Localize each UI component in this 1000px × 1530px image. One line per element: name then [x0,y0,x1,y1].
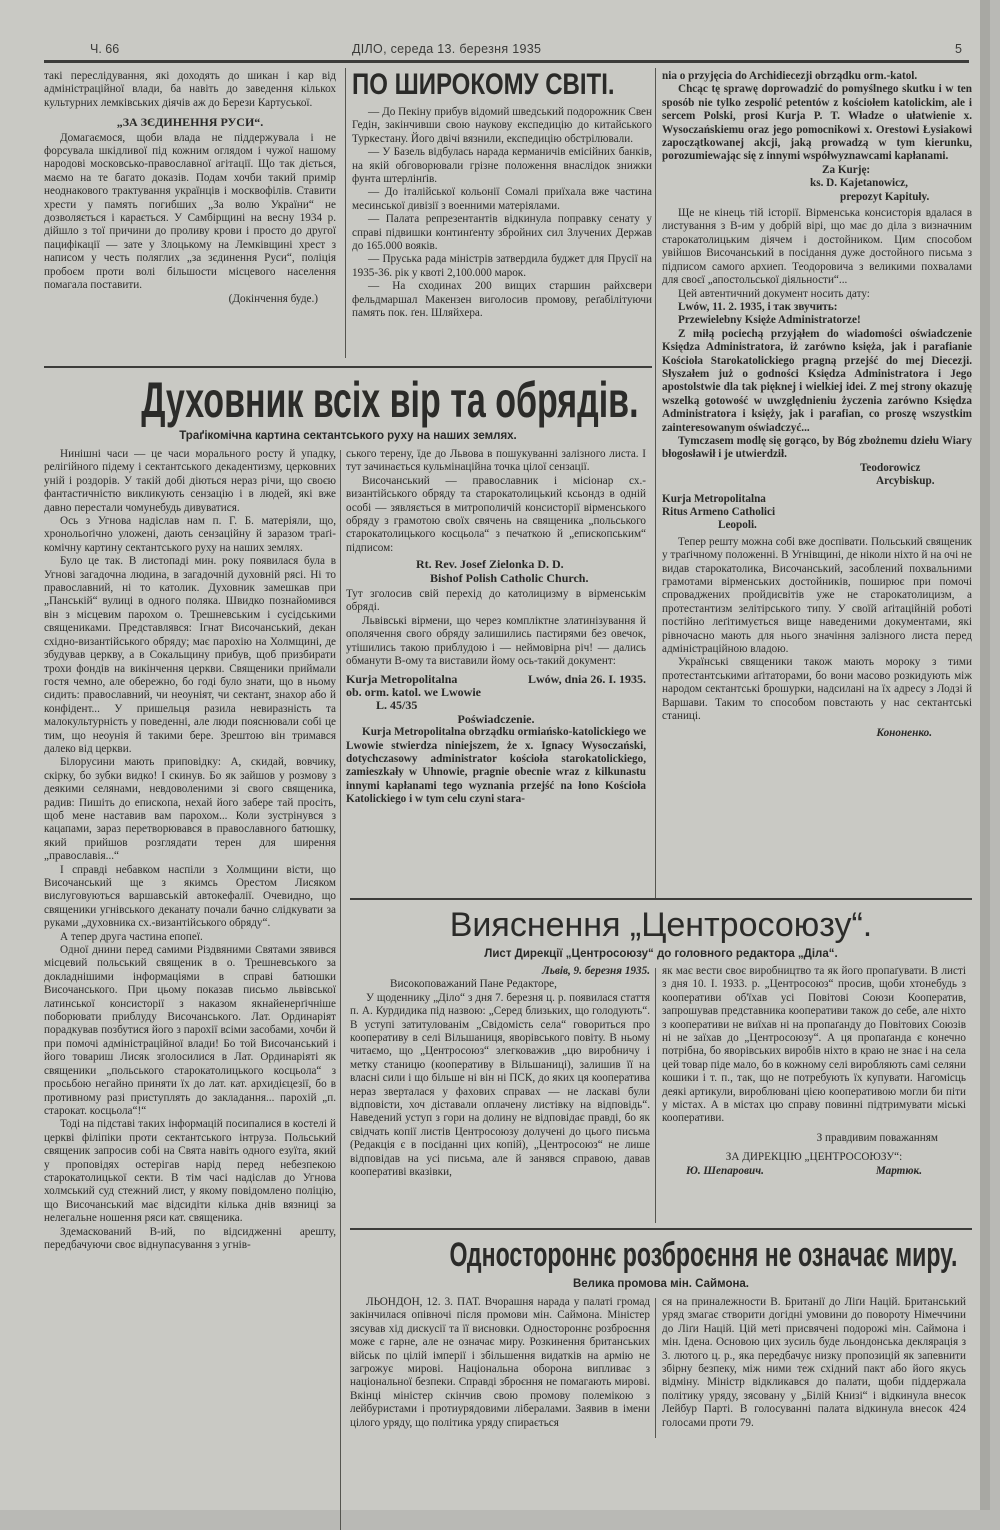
document-header-line: Kurja Metropolitalna [346,671,458,686]
main-deck: Траґікомічна картина сектантського руху на наших землях. [179,430,517,442]
column-divider [340,450,341,1530]
document-ref: L. 45/35 [376,698,418,713]
letter-closing: Tymczasem modlę się gorąco, by Bóg zbożnemu dziełu Wiary błogosławił i je utwierdził. [662,434,972,461]
world-news-item: — До Пекіну прибув відомий шведський подорожник Свен Гедін, закінчивши свою наукову експедицію до китайського Туркестану. Його двічі вязнили, експедицію обстрілювали. [352,106,652,145]
column-divider [655,1298,656,1438]
main-headline: Духовник всіх вір та обрядів. [141,372,639,428]
continued-note: (Докінчення буде.) [228,292,318,305]
world-news-item: — До італійської кольонії Сомалі приїхала вже частина месинської дивізії з военними матеріялами. [352,186,652,212]
document-header [346,673,646,713]
letter-body: Z miłą pociechą przyjąłem do wiadomości oświadczenie Księdza Administratora, iż zarówno księża, jak i parafianie Kościoła Starokatolickiego pragną przejść do mej Diecezji. Słyszałem już o godności Księdza Administratora i Jego apostolstwie dla tak pięknej i wielkiej idei. Z mej strony okazuję wszelką gotowość w uwzględnieniu życzenia zarówno Księdza Administratora i księży, jak i parafian, co proszę wszystkim zainteresowanym oświadczyć... [662,327,972,434]
column-divider [655,68,656,898]
disarmament-deck: Велика промова мін. Саймона. [572,1278,750,1290]
lemko-subheading: „ЗА ЗЄДИНЕННЯ РУСИ“. [116,115,264,130]
paragraph: Цей автентичний документ носить дату: [678,287,870,300]
paragraph: Тут зголосив свій перехід до католицизму в вірменськім обряді. [346,588,646,614]
paragraph: Ще не кінець тій історії. Вірменська консисторія вдалася в листування з В-им у добрій вірі, що має до діла з визначним старокатолицьким діячем і достойником. Цим способом увійшов Височанський в посідання дуже достойного письма з підписом самого архиеп. Теодоровича з великими похвалами для своєї „апостольської діяльности“... [662,207,972,287]
masthead [22,38,974,60]
document-header-line: ob. orm. katol. we Lwowie [346,684,481,699]
world-news-heading: ПО ШИРОКОМУ СВІТІ. [352,68,615,101]
signer: Мартюк. [875,1164,922,1177]
polish-text: nia o przyjęcia do Archidiecezji obrządku orm.-katol. [662,70,918,82]
paragraph: Тепер решту можна собі вже доспівати. Польський священик у траґічному положенні. В Угнівщині, де ніколи ніхто й на очі не видав старокатолика, Височанський, засоблений похвальними грамотами вірменських достойників, поширює при помочі спроваджених пройдисвітів уже не старокатолицизм, а протестантизм зелітірського типу. У своїй аґітаційній роботі постійно леґітимується вище наведеними документами, які рівночасно мають для нього значіння залізного листа перед адміністраційною владою. [662,535,972,656]
document-body: Kurja Metropolitalna obrządku ormiańsko-katolickiego we Lwowie stwierdza niniejszem, że x. Ignacy Wysoczański, dotychczasowy administrator kościoła starokatolickiego, zamieszkały w Uhnowie, pragnie obecnie wraz z kilkunastu innymi kapłanami tego wyznania przejść na łono Kościoła Katolickiego i w tym celu czyni stara- [346,726,646,806]
issue-number: Ч. 66 [90,42,120,56]
world-news-item: — У Базель відбулась нарада керманичів емісійних банків, на якій обговорювали грізне положення внаслідок знижки фунта штерлінґів. [352,146,652,186]
issue-date: середа 13. березня 1935 [390,42,542,56]
disarmament-col2 [662,1296,966,1430]
paragraph: У щоденнику „Діло“ з дня 7. березня ц. р. появилася стаття п. А. Курдидика під назвою: „Серед близьких, що голодують“. В уступі затитулованім „Свідомість села“ говориться про кооперативу в селі Вільшаниця, яворівського повіту. В ньому читаємо, що „Центросоюз“ злегковажив „цю виробничу і метку станицю (кооперативу в Вільшаниці), залишив її на власні сили і що більше ні він ні ПСК, до яких ця кооператива нераз зверталася у фахових справах — не ласкаві були відповісти, хоч діставали оплачену листівку на відповідь“. Наведений уступ з гори на долину не відповідає правді, бо як свідчать копії листів Центросоюзу долучені до цього письма (Редакція є в посіданні цих копій), „Центросоюз“ не лише відповідав на усі письма, але й занявся справою, давав кооперативі вказівки, [350,991,650,1179]
section-rule [350,898,972,900]
paragraph: Було це так. В листопаді мин. року появилася була в Угнові загадочна людина, в загадочній духовній рясі. Ні то православний, ні то католик. Духовник замешкав при „Панській“ вулиці в одного поляка. Швидко познайомився він з місцевим парохом о. Трешневським і сусідськими священиками. Представлявся: Ігнат Височанський, декан східно-византійського обряду; має парохію на Холмщині, де збудував церкву, а в Сокальщину прибув, щоб призбирати трохи фондів на викінчення церкви. Священики приймали гостя чемно, але обережно, бо годі було знати, що в ньому сидить: православний, чи неоуніят, чи сектант, знахор або й конфідент... У пришельця разила невиразність та малокультурність у поведенні, але люди пояснювали собі це тим, що неоунія й такими бере. Зрештою він тримався далеко від церкви. [44,555,336,755]
signature-line: ks. D. Kajetanowicz, [810,177,908,190]
world-news-column [352,68,652,321]
letter-signature: Teodorowicz [860,461,921,474]
signature-line: prepozyt Kapituły. [840,190,930,203]
disarmament-col1 [350,1296,650,1430]
world-news-item: — Пруська рада міністрів затвердила буджет для Прусії на 1935-36. рік у квоті 2,100.000 марок. [352,253,652,279]
paragraph: Білорусини мають приповідку: А, скидай, вовчику, скірку, бо зубки видко! І скинув. Бо як зайшов у розмову з деякими селянами, невдоволеними зі свого священика, радив: Пишіть до епископа, нехай його забере тай просіть, щоб мене наставив вам парохом... Коли зустрінувся з кацапами, зараз перетворювався в православного батюшку, який прийшов розглядати терен для ширення „православія...“ [44,756,336,863]
paragraph: як має вести своє виробництво та як його пропаґувати. В листі з дня 10. I. 1933. р. „Центросоюз“ просив, щоби хтонебудь з кооперативи об'їхав усі Повітові Союзи Кооператив, запрошував представника кооперативи також до себе, але ніхто з кооперативи не виїхав ні на пропаґанду до Повітових Союзів ні не заїхав до „Центросоюзу“. А ця пропаґанда є конечно потрібна, бо яворівських виробів ніхто в краю не знає і на села цей товар піде мало, бо в кожному селі виробляють самі селяни кошики і т. п., так, що не потребують їх купувати. Нагомісць деякі артикули, вироблювані цією кооперативою могли би піти у містах. А в містах цю справу повинні підтримувати міські кооперативи. [662,965,966,1125]
paragraph: І справді небавком наспіли з Холмщини вісти, що Височанський ще з якимсь Орестом Лисяком вислуговуються варшавській автокефалії. Очевидно, що священики угнівського деканату почали бачно слідкувати за руками „духовника сх.-византійського обряду“. [44,863,336,930]
page-number: 5 [955,42,962,56]
paragraph: А тепер друга частина епопеї. [60,930,203,943]
centrosoyuz-headline: Вияснення „Центросоюзу“. [449,906,873,944]
world-news-item: — На сходинах 200 вищих старшин райхсвери фельдмаршал Макензен виголосив промову, реґабілітуючи память пок. ґен. Шляйхера. [352,280,652,320]
paragraph: Ось з Угнова надіслав нам п. Г. Б. матеріяли, що, хронольоґічно уложені, дають сензаційну й заразом траґі-комічну картину сектантського руху на наших землях. [44,515,336,554]
signature-line: Za Kurję: [822,163,871,176]
paragraph: Тоді на підставі таких інформацій посипалися в костелі й церкві філіпіки проти сектантського інтруза. Польський священик запросив собі на Свята навіть одного езуїта, який у проповідях остерігав нарід перед небезпекою старокатолицької секти. В тім часі надіслав до Угнова холмський суд стежний лист, у якому повідомлено поліцію, що Височанський має відсидіти кілька днів вязниці за нелегальне ношення ряси кат. священика. [44,1118,336,1225]
paragraph: Українські священики також мають мороку з тими протестантськими аґітаторами, бо вони масово розкидують між народом сектантські брошурки, надсилані на їх адресу з Лодзі й Варшави. Таким то способом повстають у нас сектантські станиці. [662,656,972,723]
paragraph: ся на приналежности В. Британії до Ліґи Націй. Британський уряд змагає створити догідні умовини до повороту Німеччини до Ліґи Націй. Цій меті присвячені подорожі мін. Саймона і мін. Ідена. Основою цих зусиль буде льондонська деклярація з 3. лютого ц. р., яка передбачує низку пропозицій як запевнити збірну безпеку, між ними теж східний пакт або його якусь відміну. Міністр відкликався до палати, щоби піддержала політику уряду, зясовану у „Білій Книзі“ і відкинула внесок Лейбур Парті. В голосуванні палата відкинула внесок 424 голосами проти 79. [662,1296,966,1429]
paragraph: Одної днини перед самими Різдвяними Святами зявився місцевий польський священик в о. Трешневського за докладнішими інформаціями в справі батюшки Височанського. При цьому показав письмо львівської латинської консисторії з наказом якнайенерґічніше поборювати приблуду Височанського. Лат. Ординаріят порадкував позбутися його з парохії всіми засобами, хочби й при помочі адміністраційної влади! Бо той Височанський і його товариш Лисяк зголосилися в Лат. Ординаріяті як священики „польського старокатолицького косцьола“ з просьбою негайно приняти їх до лат. кат. архидієцезії, бо в противному разі приступлять до закладання... парохій „п. старокат. косцьола“!“ [44,944,336,1117]
main-article-col2 [346,448,646,807]
world-news-item: — Палата репрезентантів відкинула поправку сенату у справі підвишки континґенту збройних сил Злучених Держав до 165.000 вояків. [352,213,652,253]
document-date: Lwów, dnia 26. I. 1935. [527,671,646,686]
dateline: Львів, 9. березня 1935. [542,965,650,977]
main-article-col3 [662,70,972,740]
author-byline: Кононенко. [876,726,932,739]
paragraph: ЛЬОНДОН, 12. 3. ПАТ. Вчорашня нарада у палаті громад закінчилася опівночі після промови мін. Саймона. Міністер зясував хід дискусії та її висновки. Одностороннє розброєння може є гарне, але не означає миру. Розкинення британських військ по цілій імперії і збільшення видатків на армію не загрожує мирові. Національна оборона випливає з національної безпеки. Справді зброєння не помагають мирові. Вкінці міністер скінчив свою промову полемікою з лейбуристами і протиурядовими лібералами. Заявив в імени цілого уряду, що політика уряду спирається [350,1296,650,1429]
paragraph: ського терену, їде до Львова в пошукуванні залізного листа. І тут зачинається кульмінаційна точка цілої сензації. [346,448,646,474]
signature-line: Rt. Rev. Josef Zielonka D. D. [416,557,564,572]
masthead-rule [44,60,969,63]
newspaper-name: ДІЛО, [352,42,387,56]
column-divider [655,968,656,1223]
centrosoyuz-col1 [350,965,650,1180]
signer: Ю. Шепарович. [686,1164,764,1177]
signature-line: Bishof Polish Catholic Church. [430,570,589,585]
letter-org: Kurja Metropolitalna [662,492,766,505]
centrosoyuz-deck: Лист Дирекції „Центросоюзу“ до головного редактора „Діла“. [484,948,838,960]
disarmament-headline: Одностороннє розброєння не означає миру. [449,1236,958,1274]
main-article-col1 [44,448,336,1252]
signatory-org: ЗА ДИРЕКЦІЮ „ЦЕНТРОСОЮЗУ“: [725,1151,903,1164]
letter-org: Leopoli. [718,519,757,532]
polish-text: Chcąc tę sprawę doprowadzić do pomyślnego skutku i w ten sposób nie tylko zespolić petentów z kościołem katolickim, ale i sercem Polski, prosi Kurja P. T. Władze o ułatwienie x. Wysoczańskiemu oraz jego pomocnikowi x. Orestowi Łysiakowi zapoczątkowanej akcji, jaką prowadzą w tym kierunku, porozumiewając się z innymi współwyznawcami kapłanami. [662,83,972,163]
masthead-title-date [352,42,541,56]
paragraph: Здемаскований В-ий, по відсидженні арешту, передбачуючи своє віднупасування з угнів- [44,1225,336,1251]
letter-date: Lwów, 11. 2. 1935, і так звучить: [678,300,838,313]
column-divider [345,68,346,358]
closing: З правдивим поважанням [816,1131,938,1144]
lemko-article-end [44,70,336,306]
letter-salutation: Przewielebny Księże Administratorze! [678,314,861,327]
salutation: Високоповажаний Пане Редакторе, [390,978,557,991]
section-rule [350,1228,972,1230]
paragraph: Львівські вірмени, що через компліктне златинізування й ополячення свого обряду залишились пастирями без овечок, утішились такою приблудою і — неймовірна річ! — дались обманути В-ому та виставили йому ось-такий документ: [346,614,646,668]
document-title: Poświadczenie. [457,711,535,726]
lemko-body: Домагаємося, щоби влада не піддержувала і не форсувала шкідливої під кожним оглядом і чужої нашому народові московсько-православної агітації. Що так діється, маємо на те багато доказів. Подам хочби такий примір неоднакового трактування українців і москвофілів. Ставити хрести у память погибших „За волю України“ не дозволяється і карається. У Самбірщині на весну 1934 р. дійшло з тої причини до проливу крови і просто до другої пацифікації — зате у Злоцькому на Лемківщині хрест з написом у честь поляглих „за зєдинення Руси“, поліція пробоєм проти волі більшости місцевого населення помагала поставити. [44,131,336,292]
lemko-lead: такі переслідування, які доходять до шикан і кар від адміністраційної влади, ба навіть до заведення кількох культурних лемківських діячів аж до Берези Картуської. [44,70,336,109]
section-rule [44,366,652,368]
page-edge [980,0,990,1510]
centrosoyuz-col2 [662,965,966,1179]
paragraph: Височанський — православник і місіонар сх.-византійського обряду та старокатолицький ксьондз в одній особі — зявляється в митрополичій консисторії вірменського обряду з грамотою своїх свячень на священика „польського старокатолицького косцьола“ з печаткою й „епископським“ підписом: [346,474,646,554]
letter-org: Ritus Armeno Catholici [662,506,776,518]
paragraph: Нинішні часи — це часи морального росту й упадку, релігійного підему і сектантського декадентизму, церковних уній і роздорів. У такій добі діються нераз річи, що своєю фантастичністю викликують сензацію і в людей, які вже давно перестали чомунебудь дивуватися. [44,448,336,514]
letter-signature: Arcybiskup. [876,475,935,488]
signatories [662,1165,966,1179]
